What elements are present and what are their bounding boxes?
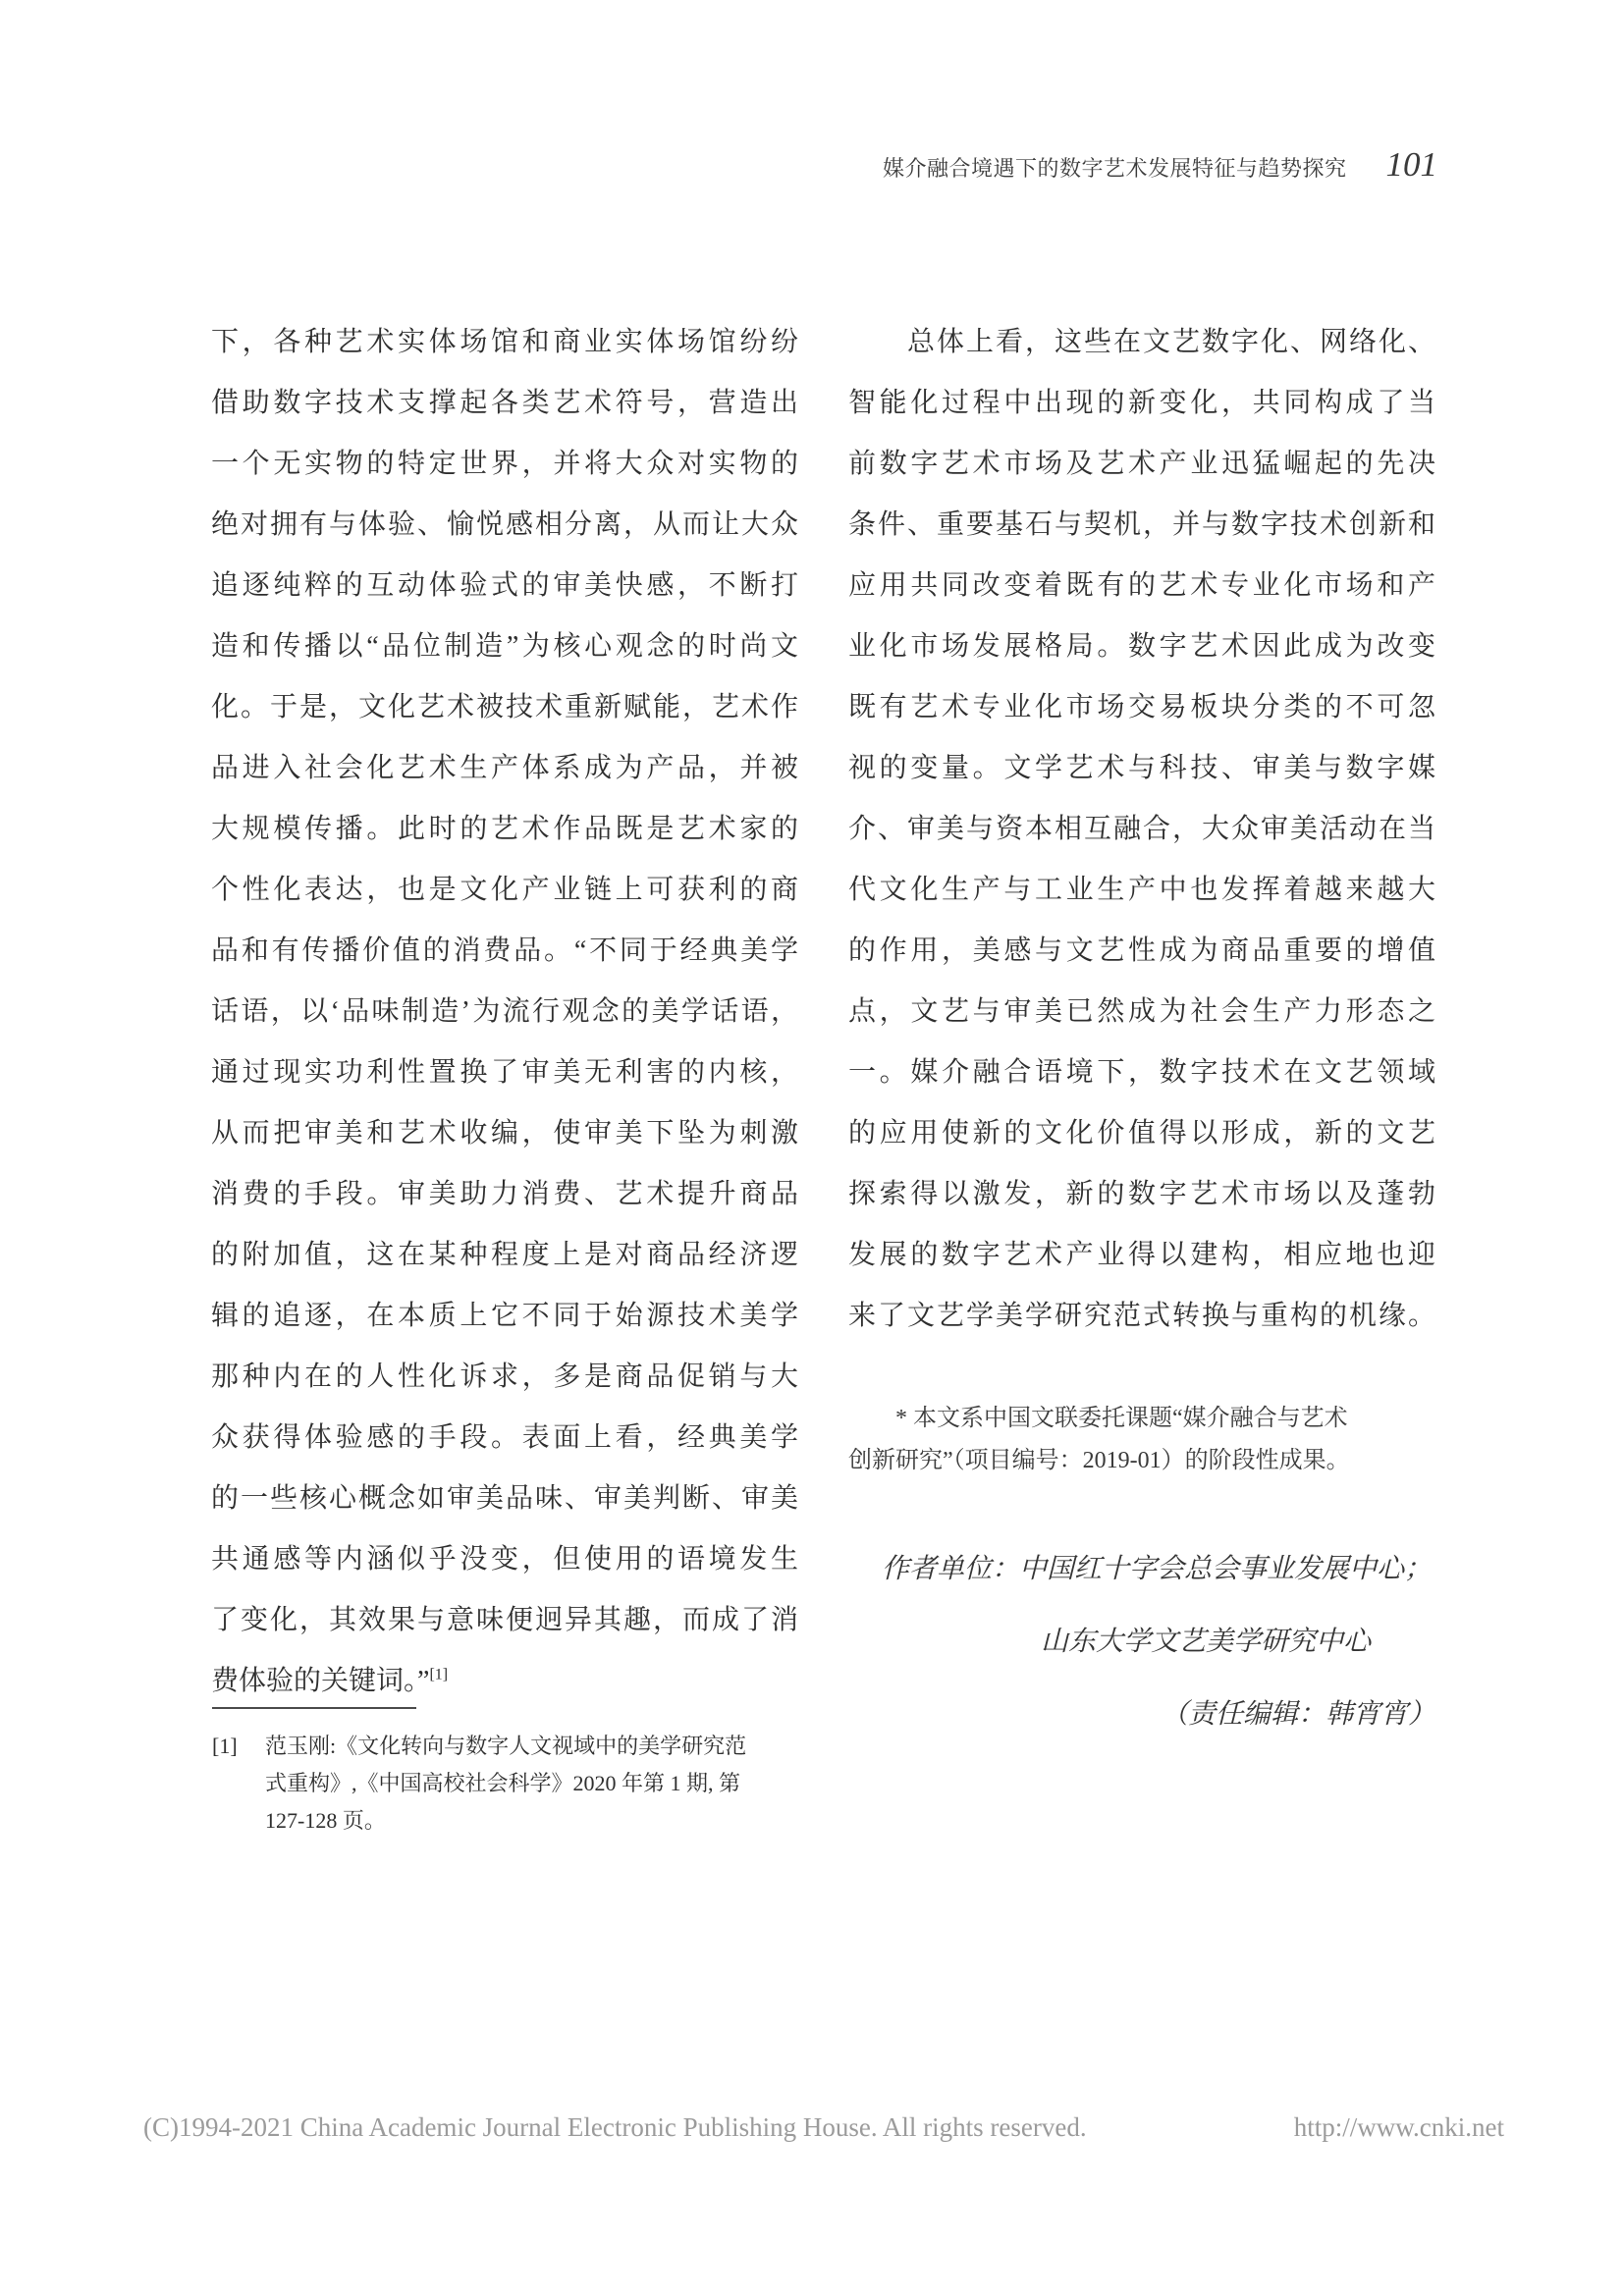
footnote-line: 127-128 页。 [265, 1808, 386, 1833]
author-affiliation [848, 1533, 1435, 1751]
text-line: 代文化生产与工业生产中也发挥着越来越大 [848, 875, 1435, 905]
author-affiliation-line: 山东大学文艺美学研究中心 [1040, 1627, 1371, 1657]
text-line: 辑的追逐，在本质上它不同于始源技术美学 [211, 1301, 798, 1331]
text-line: 借助数字技术支撑起各类艺术符号，营造出 [211, 388, 798, 418]
editor-line: （责任编辑：韩宵宵） [1160, 1699, 1435, 1730]
text-line: 一个无实物的特定世界，并将大众对实物的 [211, 449, 798, 479]
text-line: 绝对拥有与体验、愉悦感相分离，从而让大众 [211, 509, 798, 540]
text-line: 的作用，美感与文艺性成为商品重要的增值 [848, 935, 1435, 966]
text-line: 总体上看，这些在文艺数字化、网络化、 [848, 327, 1435, 357]
text-line: 造和传播以“品位制造”为核心观念的时尚文 [211, 631, 798, 662]
right-column-lines [848, 312, 1435, 1347]
text-line: 话语，以‘品味制造’为流行观念的美学话语， [211, 996, 798, 1027]
right-column [848, 312, 1435, 1347]
project-note-line: 创新研究”（项目编号：2019-01）的阶段性成果。 [848, 1448, 1350, 1473]
footnote-lines [265, 1728, 801, 1840]
page-footer [143, 2112, 1504, 2143]
text-fragment: 费体验的关键词。” [211, 1666, 430, 1696]
text-line: 前数字艺术市场及艺术产业迅猛崛起的先决 [848, 449, 1435, 479]
footnote-separator [212, 1707, 416, 1709]
text-line: 从而把审美和艺术收编，使审美下坠为刺激 [211, 1118, 798, 1148]
left-column [211, 312, 798, 1712]
text-line: 智能化过程中出现的新变化，共同构成了当 [848, 388, 1435, 418]
text-line: 化。于是，文化艺术被技术重新赋能，艺术作 [211, 692, 798, 722]
text-line: 的应用使新的文化价值得以形成，新的文艺 [848, 1118, 1435, 1148]
author-affiliation-line: 作者单位：中国红十字会总会事业发展中心； [881, 1554, 1432, 1584]
text-line [211, 1651, 798, 1712]
footnote-line: 范玉刚:《文化转向与数字人文视域中的美学研究范 [265, 1734, 747, 1758]
text-line: 个性化表达，也是文化产业链上可获利的商 [211, 875, 798, 905]
text-line: 介、审美与资本相互融合，大众审美活动在当 [848, 814, 1435, 844]
text-line: 探索得以激发，新的数字艺术市场以及蓬勃 [848, 1179, 1435, 1209]
text-line: 品进入社会化艺术生产体系成为产品，并被 [211, 753, 798, 783]
text-line: 点，文艺与审美已然成为社会生产力形态之 [848, 996, 1435, 1027]
text-line: 一。媒介融合语境下，数字技术在文艺领域 [848, 1057, 1435, 1088]
text-line: 发展的数字艺术产业得以建构，相应地也迎 [848, 1240, 1435, 1270]
text-line: 通过现实功利性置换了审美无利害的内核， [211, 1057, 798, 1088]
footnote-ref: [1] [429, 1666, 449, 1683]
footer-url: http://www.cnki.net [1293, 2112, 1504, 2142]
text-line: 大规模传播。此时的艺术作品既是艺术家的 [211, 814, 798, 844]
text-line: 的一些核心概念如审美品味、审美判断、审美 [211, 1483, 798, 1514]
footnote [212, 1728, 801, 1840]
text-line: 下，各种艺术实体场馆和商业实体场馆纷纷 [211, 327, 798, 357]
text-line: 了变化，其效果与意味便迥异其趣，而成了消 [211, 1605, 798, 1635]
project-note-line: * 本文系中国文联委托课题“媒介融合与艺术 [848, 1406, 1348, 1431]
text-line: 消费的手段。审美助力消费、艺术提升商品 [211, 1179, 798, 1209]
text-line: 条件、重要基石与契机，并与数字技术创新和 [848, 509, 1435, 540]
footnote-body [212, 1728, 801, 1840]
running-title: 媒介融合境遇下的数字艺术发展特征与趋势探究 [882, 156, 1347, 181]
text-line: 业化市场发展格局。数字艺术因此成为改变 [848, 631, 1435, 662]
page-number: 101 [1385, 145, 1437, 184]
footnote-marker: [1] [212, 1734, 238, 1758]
footnote-line: 式重构》,《中国高校社会科学》2020 年第 1 期, 第 [265, 1771, 741, 1795]
text-line: 视的变量。文学艺术与科技、审美与数字媒 [848, 753, 1435, 783]
running-header [883, 145, 1437, 185]
left-column-lines [211, 312, 798, 1651]
text-line: 追逐纯粹的互动体验式的审美快感，不断打 [211, 570, 798, 601]
text-line: 来了文艺学美学研究范式转换与重构的机缘。 [848, 1301, 1435, 1331]
text-line: 既有艺术专业化市场交易板块分类的不可忽 [848, 692, 1435, 722]
project-note [848, 1398, 1435, 1482]
text-line: 的附加值，这在某种程度上是对商品经济逻 [211, 1240, 798, 1270]
copyright-text: (C)1994-2021 China Academic Journal Electronic Publishing House. All rights reserved. [143, 2112, 1087, 2142]
text-line: 应用共同改变着既有的艺术专业化市场和产 [848, 570, 1435, 601]
text-line: 品和有传播价值的消费品。“不同于经典美学 [211, 935, 798, 966]
text-line: 那种内在的人性化诉求，多是商品促销与大 [211, 1362, 798, 1392]
text-line: 众获得体验感的手段。表面上看，经典美学 [211, 1422, 798, 1453]
project-note-lines [848, 1398, 1435, 1482]
text-line: 共通感等内涵似乎没变，但使用的语境发生 [211, 1544, 798, 1575]
